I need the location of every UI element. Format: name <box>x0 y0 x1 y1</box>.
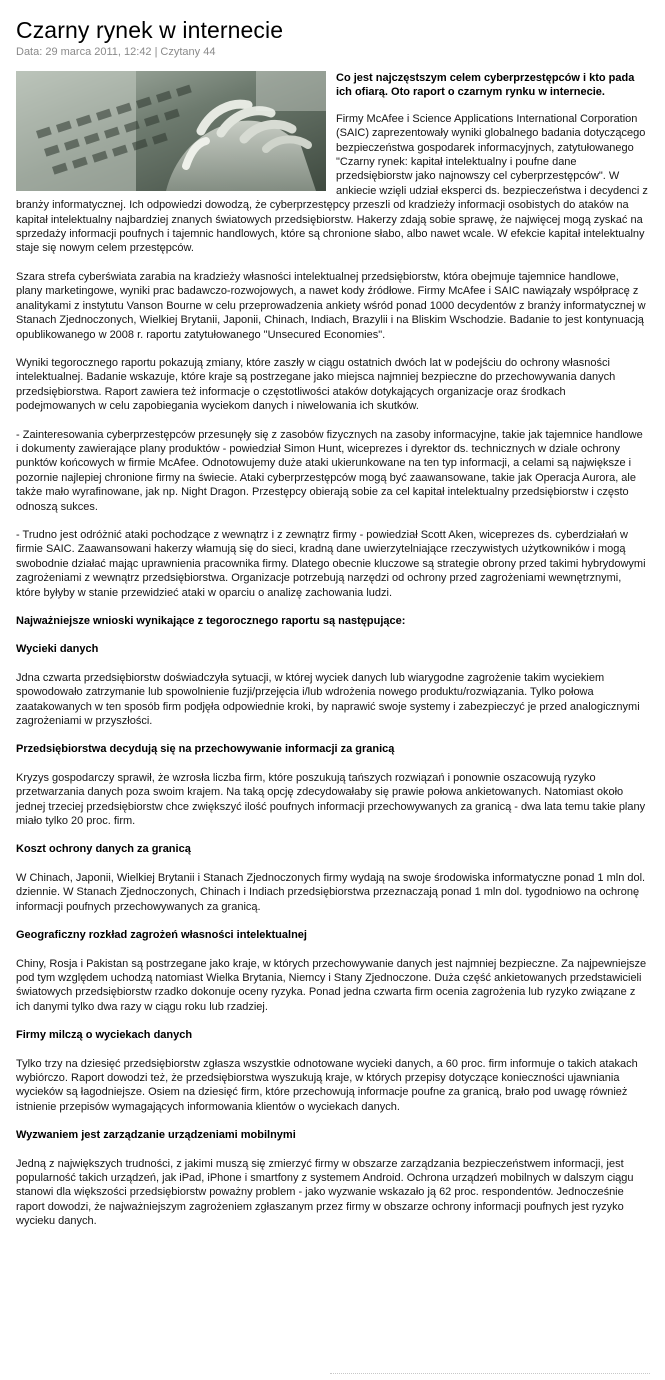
conclusions-heading: Najważniejsze wnioski wynikające z tegorocznego raportu są następujące: <box>16 615 406 627</box>
section-heading: Koszt ochrony danych za granicą <box>16 843 191 856</box>
section-heading: Wycieki danych <box>16 643 99 656</box>
article-body <box>16 71 648 1229</box>
section-heading: Geograficzny rozkład zagrożeń własności intelektualnej <box>16 929 307 942</box>
article-meta <box>16 46 648 59</box>
read-count: Czytany 44 <box>160 46 216 58</box>
section-text: Jedną z największych trudności, z jakimi muszą się zmierzyć firmy w obszarze zarządzania bezpieczeństwem informacji, jest popularność takich urządzeń, jak iPad, iPhone i smartfony z systemem Android. Ochrona urządzeń mobilnych w dalszym ciągu stanowi dla większości przedsiębiorstw poważny problem - jako wyzwanie wskazało ją 62 proc. respondentów. Jednocześnie raport dowodzi, że najważniejszym zagrożeniem zgłaszanym przez firmy w obszarze ochrony informacji poufnych jest ryzyko wycieku danych. <box>16 1157 634 1228</box>
article-date: Data: 29 marca 2011, 12:42 <box>16 46 152 58</box>
paragraph: Szara strefa cyberświata zarabia na kradzieży własności intelektualnej przedsiębiorstw, która obejmuje tajemnice handlowe, plany marketingowe, wyniki prac badawczo-rozwojowych, a nawet kody źródłowe. Firmy McAfee i SAIC nawiązały współpracę z analitykami z instytutu Vanson Bourne w celu przeprowadzenia ankiety wśród ponad 1000 decydentów z branży informatycznej w Stanach Zjednoczonych, Wielkiej Brytanii, Japonii, Chinach, Indiach, Brazylii i na Bliskim Wschodzie. Badanie to jest kontynuacją opublikowanego w 2008 r. raportu zatytułowanego "Unsecured Economies". <box>16 270 646 341</box>
paragraph: Wyniki tegorocznego raportu pokazują zmiany, które zaszły w ciągu ostatnich dwóch lat w podejściu do ochrony własności intelektualnej. Badanie wskazuje, które kraje są postrzegane jako miejsca najmniej bezpieczne do przechowywania danych przedsiębiorstwa. Raport zawiera też informacje o częstotliwości ataków dotykających organizacje oraz środkach podejmowanych w celu zapobiegania wyciekom danych i niwelowania ich skutków. <box>16 356 616 413</box>
section-text: Tylko trzy na dziesięć przedsiębiorstw zgłasza wszystkie odnotowane wycieki danych, a 60 proc. firm informuje o takich atakach wybiórczo. Raport dowodzi też, że przedsiębiorstwa wyszukują kraje, w których przepisy dotyczące konieczności ujawniania wycieków są łagodniejsze. Osiem na dziesięć firm, które przechowują informacje poufne za granicą, brało pod uwagę również istnienie przepisów wymagających informowania klientów o wyciekach danych. <box>16 1057 638 1113</box>
section-text: Jdna czwarta przedsiębiorstw doświadczyła sytuacji, w której wyciek danych lub wiarygodne zagrożenie takim wyciekiem spowodowało zatrzymanie lub spowolnienie fuzji/przejęcia i/lub wdrożenia nowego produktu/rozwiązania. Tylko połowa zaatakowanych w ten sposób firm podjęła odpowiednie kroki, by naprawić swoje systemy i zabezpieczyć je przed analogicznymi zagrożeniami w przyszłości. <box>16 671 640 728</box>
article-lead: Co jest najczęstszym celem cyberprzestępców i kto pada ich ofiarą. Oto raport o czarnym rynku w internecie. <box>336 72 635 99</box>
paragraph: - Trudno jest odróżnić ataki pochodzące z wewnątrz i z zewnątrz firmy - powiedział Scott Aken, wiceprezes ds. cyberdziałań w firmie SAIC. Zaawansowani hakerzy włamują się do sieci, kradną dane uwierzytelniające rzeczywistych użytkowników i mogą swobodnie działać mając uprawnienia pracownika firmy. Dlatego obecnie kluczowe są strategie obrony przed takimi hybrydowymi zagrożeniami z wewnątrz przedsiębiorstwa. Organizacje potrzebują narzędzi od ochrony przed zagrożeniami wewnętrznymi, które byłyby w stanie przewidzieć ataki w oparciu o analizę zachowania ludzi. <box>16 528 646 599</box>
keyboard-hands-icon <box>16 71 326 191</box>
section-text: W Chinach, Japonii, Wielkiej Brytanii i Stanach Zjednoczonych firmy wydają na swoje środowiska informatyczne ponad 1 mln dol. dziennie. W Stanach Zjednoczonych, Chinach i Indiach przedsiębiorstwa przeznaczają ponad 1 mln dol. tygodniowo na ochronę informacji poufnych przechowywanych za granicą. <box>16 871 646 913</box>
article-photo <box>16 71 326 191</box>
section-heading: Wyzwaniem jest zarządzanie urządzeniami mobilnymi <box>16 1129 296 1142</box>
page-title: Czarny rynek w internecie <box>16 17 284 43</box>
meta-separator: | <box>154 46 158 58</box>
lead-block <box>16 71 648 256</box>
section-text: Chiny, Rosja i Pakistan są postrzegane jako kraje, w których przechowywanie danych jest najmniej bezpieczne. Za najpewniejsze pod tym względem uchodzą natomiast Wielka Brytania, Niemcy i Stany Zjednoczone. Duża część ankietowanych przedstawicieli światowych przedsiębiorstw rzadko dokonuje oceny ryzyka. Ponad jedna czwarta firm ocenia zagrożenia lub ryzyko związane z ich danymi tylko dwa razy w ciągu roku lub rzadziej. <box>16 957 647 1013</box>
article-intro: Firmy McAfee i Science Applications International Corporation (SAIC) zaprezentowały wyniki globalnego badania dotyczącego bezpieczeństwa gospodarek informacyjnych, zatytułowanego "Czarny rynek: kapitał intelektualny i poufne dane przedsiębiorstw jako najnowszy cel cyberprzestępców". W ankiecie wzięli udział eksperci ds. bezpieczeństwa i decydenci z branży informatycznej. Ich odpowiedzi dowodzą, że cyberprzestępcy przeszli od kradzieży informacji osobistych do ataków na kapitał intelektualny najbardziej znanych światowych przedsiębiorstw. Hakerzy zdają sobie sprawę, że najwięcej mogą zyskać na sprzedaży informacji poufnych i tajemnic handlowych, które są chronione słabo, albo nawet wcale. W efekcie kapitał intelektualny staje się nowym celem przestępców. <box>16 112 648 255</box>
section-text: Kryzys gospodarczy sprawił, że wzrosła liczba firm, które poszukują tańszych rozwiązań i ponownie oszacowują ryzyko przetwarzania danych poza swoim krajem. Na taką opcję zdecydowałaby się prawie połowa ankietowanych. Natomiast około jednej trzeciej przedsiębiorstw chce zwiększyć ilość poufnych informacji przechowywanych za granicą - dwa lata temu takie plany miało tylko 20 proc. firm. <box>16 771 646 828</box>
paragraph: - Zainteresowania cyberprzestępców przesunęły się z zasobów fizycznych na zasoby informacyjne, takie jak tajemnice handlowe i dokumenty zawierające plany produktów - powiedział Simon Hunt, wiceprezes i dyrektor ds. technicznych w dziale ochrony punktów końcowych w firmie McAfee. Odnotowujemy duże ataki ukierunkowane na ten typ informacji, a celami są największe i pozornie najlepiej chronione firmy na świecie. Ataki cyberprzestępców mogą być zaawansowane, takie jak Operacja Aurora, ale także mało wyrafinowane, jak np. Night Dragon. Przestępcy obierają sobie za cel kapitał intelektualny przedsiębiorstw i często odnoszą sukces. <box>16 428 643 513</box>
section-heading: Przedsiębiorstwa decydują się na przechowywanie informacji za granicą <box>16 743 395 756</box>
article <box>16 16 648 1243</box>
bottom-divider <box>330 1373 650 1375</box>
section-heading: Firmy milczą o wyciekach danych <box>16 1029 193 1042</box>
